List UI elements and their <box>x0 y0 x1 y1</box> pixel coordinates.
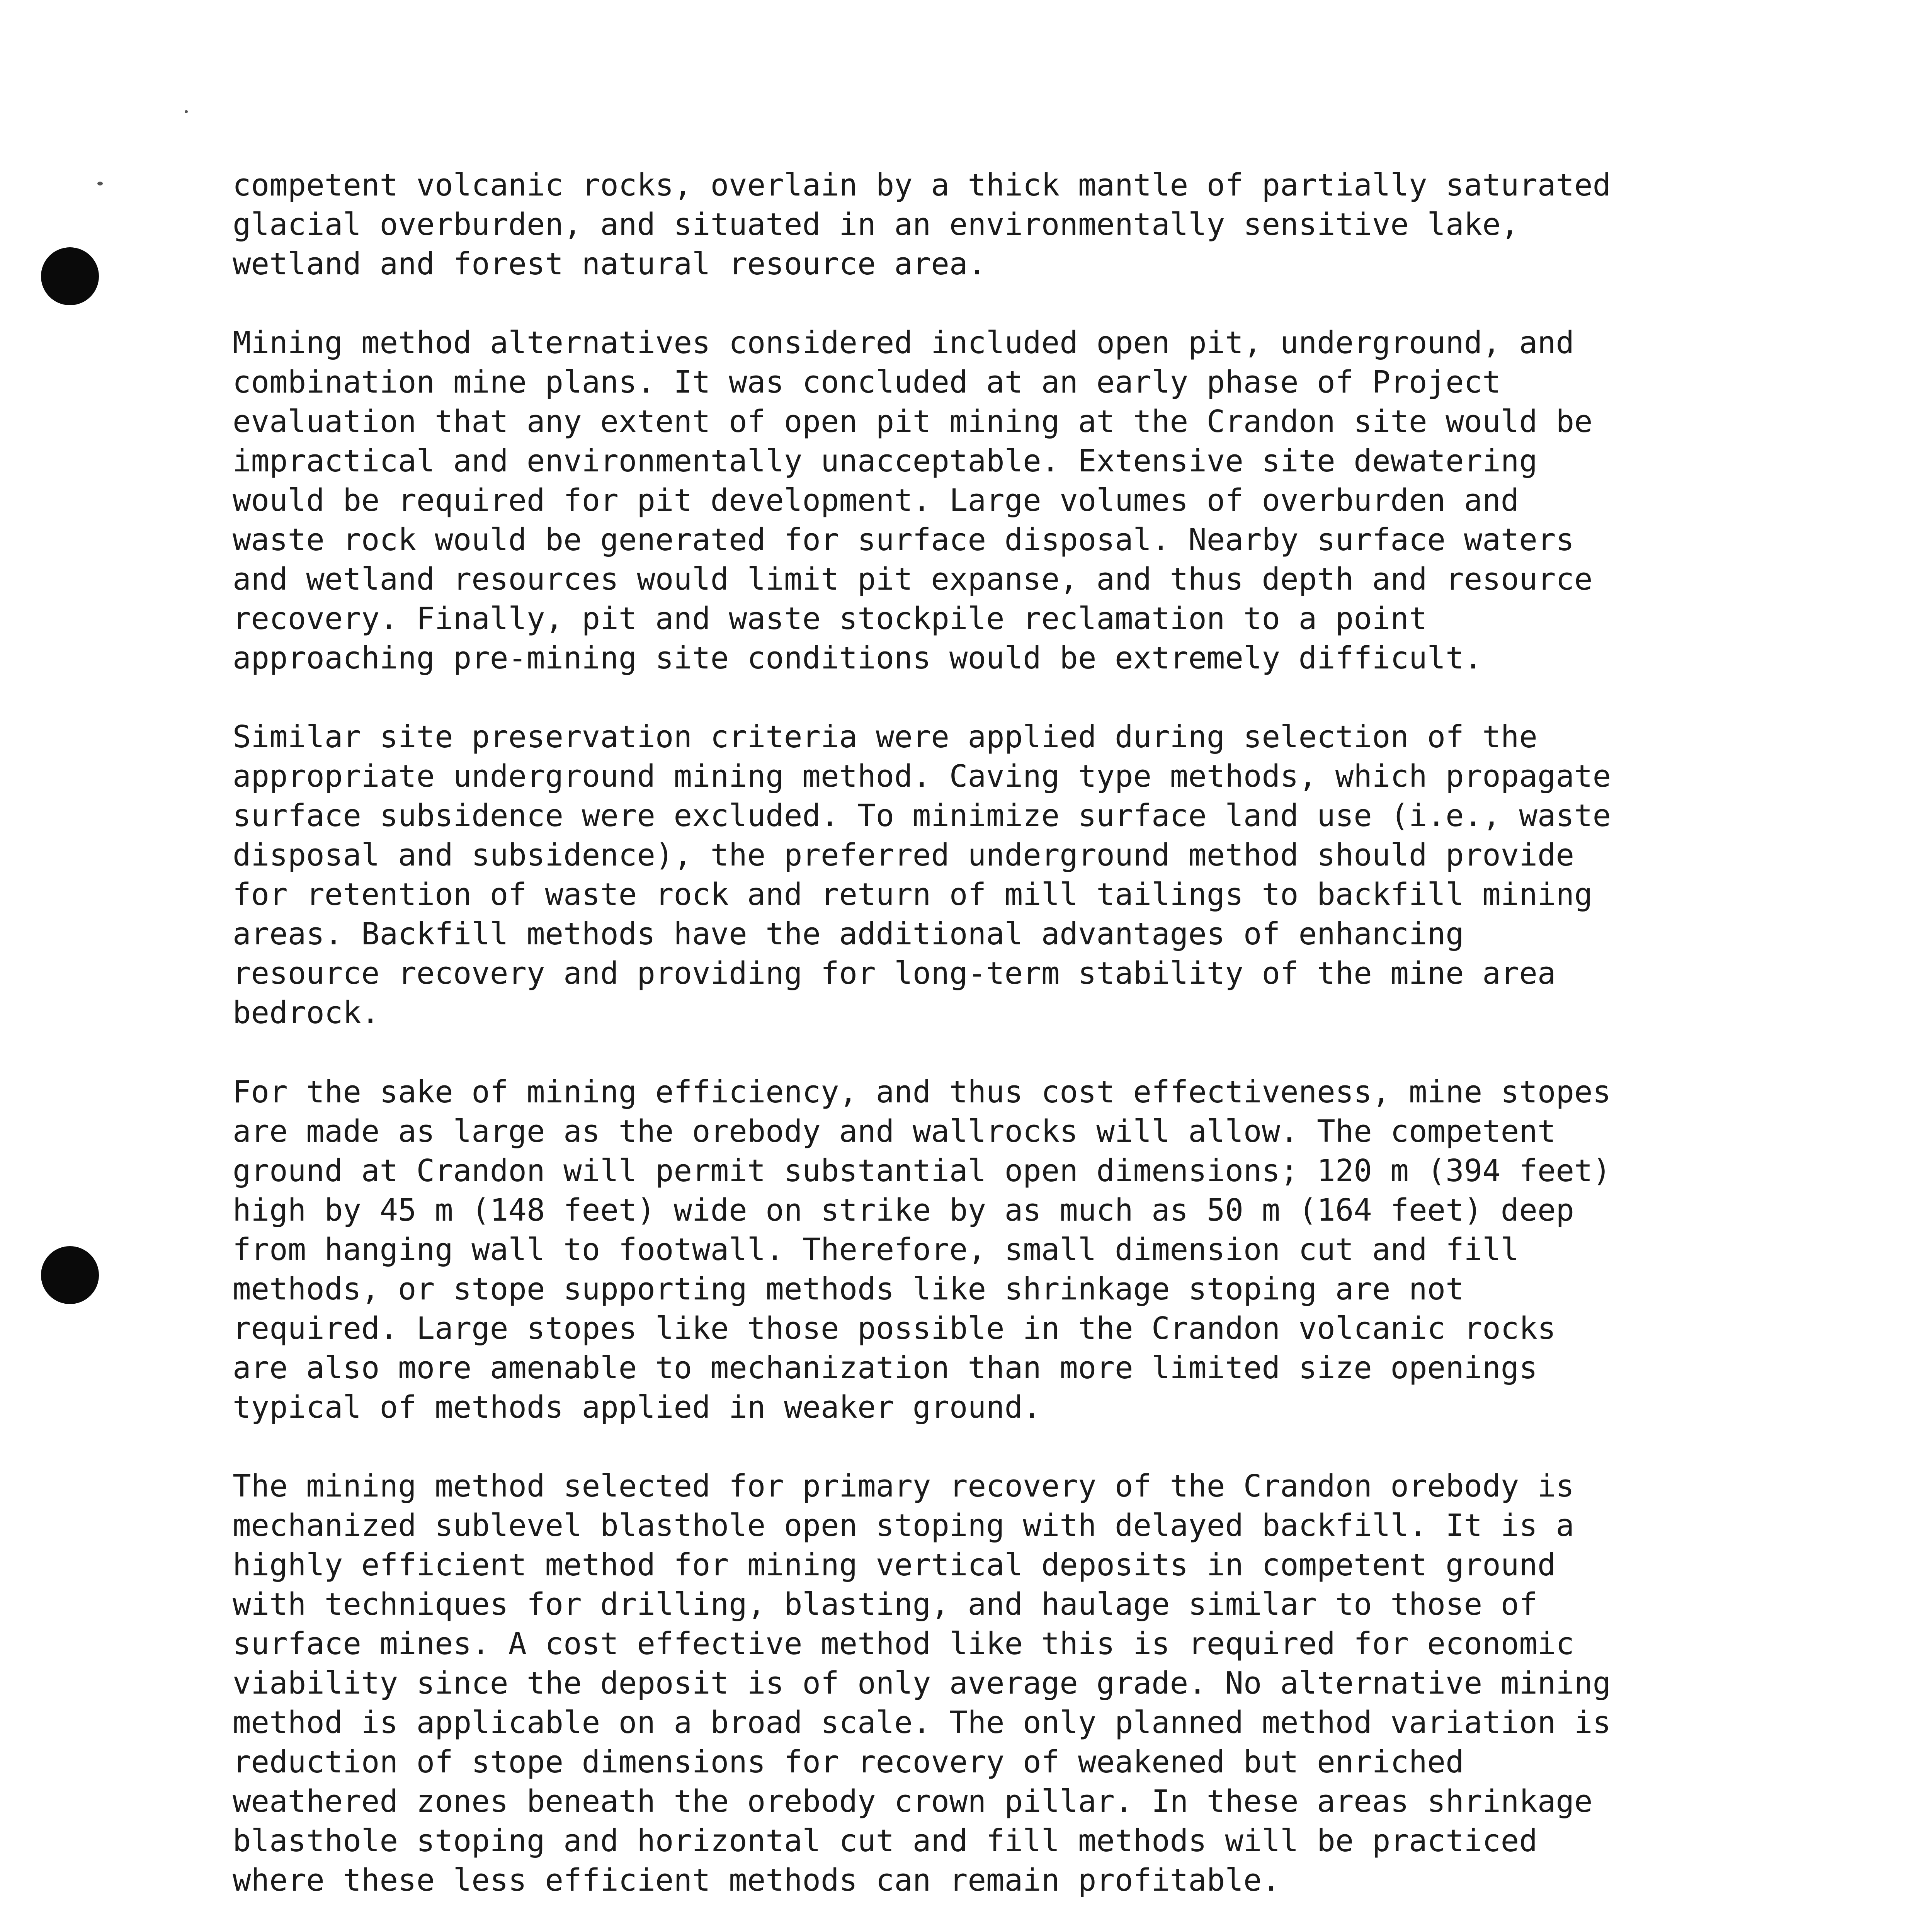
scan-speck <box>185 110 188 113</box>
paragraph-overburden-context: competent volcanic rocks, overlain by a thick mantle of partially saturated glacial overburden, and situated in an environmentally sensitive lake, wetland and forest natural resource area. <box>233 167 1611 282</box>
paragraph-site-preservation-criteria: Similar site preservation criteria were applied during selection of the appropriate underground mining method. Caving type methods, which propagate surface subsidence were excluded. To minimize surface land use (i.e., waste disposal and subsidence), the preferred underground method should provide for retention of waste rock and return of mill tailings to backfill mining areas. Backfill methods have the additional advantages of enhancing resource recovery and providing for long-term stability of the mine area bedrock. <box>233 719 1611 1031</box>
scan-speck <box>97 182 103 185</box>
punch-hole-middle <box>41 1246 99 1304</box>
paragraph-mining-method-alternatives: Mining method alternatives considered included open pit, underground, and combination mine plans. It was concluded at an early phase of Project evaluation that any extent of open pit mining at the Crandon site would be impractical and environmentally unacceptable. Extensive site dewatering would be required for pit development. Large volumes of overburden and waste rock would be generated for surface disposal. Nearby surface waters and wetland resources would limit pit expanse, and thus depth and resource recovery. Finally, pit and waste stockpile reclamation to a point approaching pre-mining site conditions would be extremely difficult. <box>233 325 1593 676</box>
paragraph-mining-efficiency: For the sake of mining efficiency, and thus cost effectiveness, mine stopes are made as large as the orebody and wallrocks will allow. The competent ground at Crandon will permit substantial open dimensions; 120 m (394 feet) high by 45 m (148 feet) wide on strike by as much as 50 m (164 feet) deep from hanging wall to footwall. Therefore, small dimension cut and fill methods, or stope supporting methods like shrinkage stoping are not required. Large stopes like those possible in the Crandon volcanic rocks are also more amenable to mechanization than more limited size openings typical of methods applied in weaker ground. <box>233 1074 1611 1425</box>
punch-hole-top <box>41 247 99 305</box>
paragraph-selected-mining-method: The mining method selected for primary recovery of the Crandon orebody is mechanized sublevel blasthole open stoping with delayed backfill. It is a highly efficient method for mining vertical deposits in competent ground with techniques for drilling, blasting, and haulage similar to those of surface mines. A cost effective method like this is required for economic viability since the deposit is of only average grade. No alternative mining method is applicable on a broad scale. The only planned method variation is reduction of stope dimensions for recovery of weakened but enriched weathered zones beneath the orebody crown pillar. In these areas shrinkage blasthole stoping and horizontal cut and fill methods will be practiced where these less efficient methods can remain profitable. <box>233 1468 1611 1898</box>
